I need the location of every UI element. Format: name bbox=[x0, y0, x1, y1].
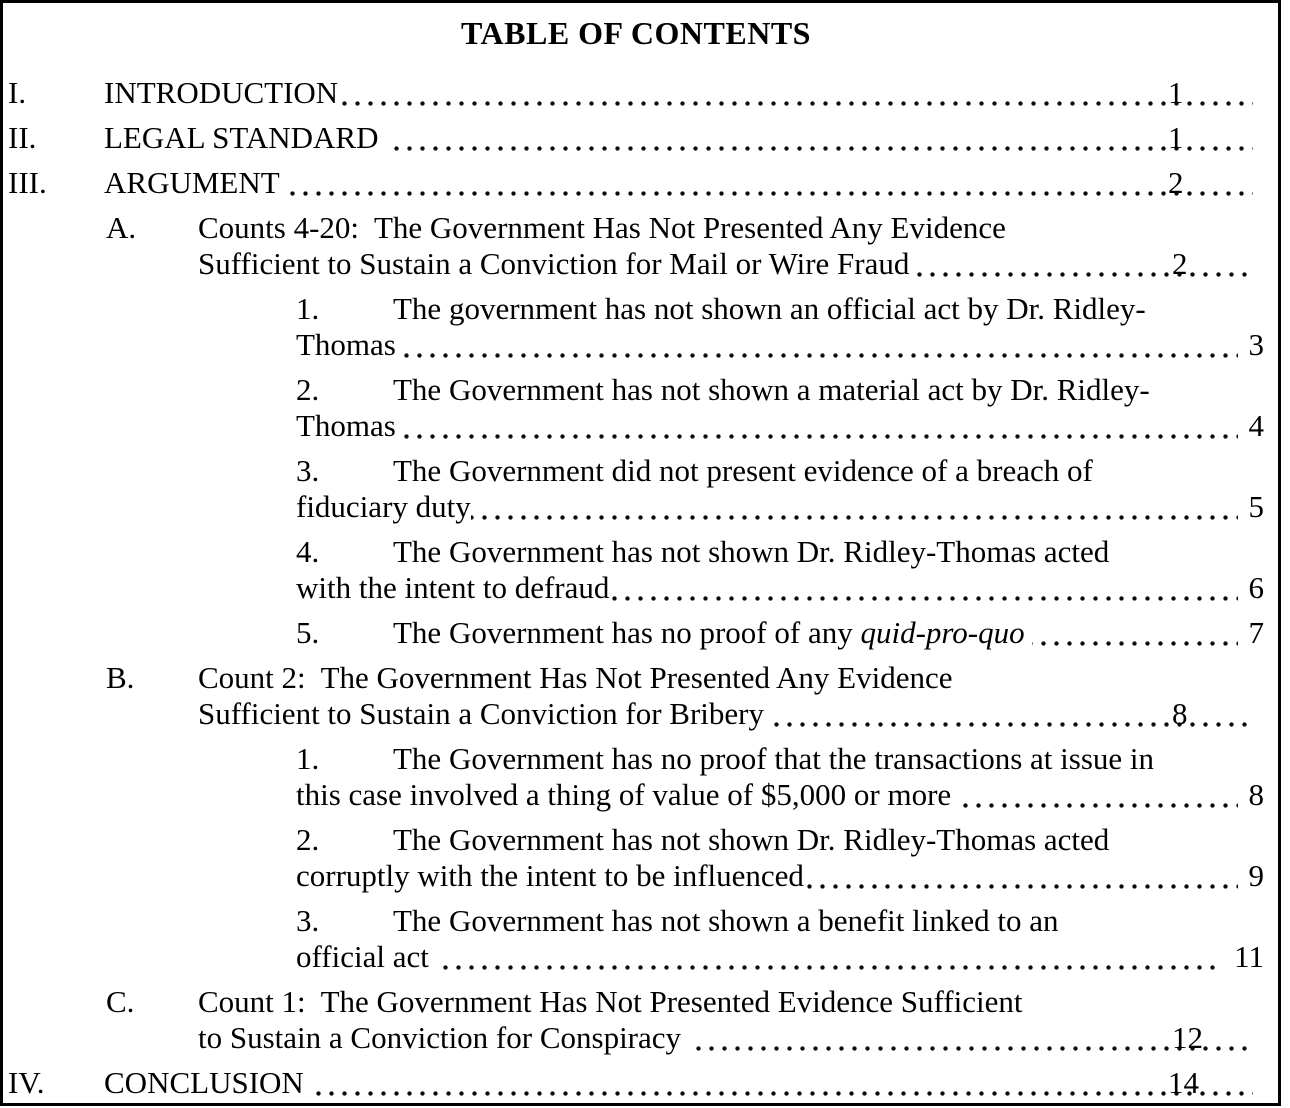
toc-entry-marker: A. bbox=[106, 210, 198, 246]
toc-entry-text bbox=[104, 120, 386, 155]
toc-entry-text-segment: Thomas bbox=[296, 408, 396, 443]
toc-entry-text bbox=[198, 984, 1022, 1055]
toc-entry-text bbox=[296, 372, 1150, 443]
toc-entry-text-segment: this case involved a thing of value of $5,000 or more bbox=[296, 777, 959, 812]
toc-entry-text bbox=[296, 453, 1093, 524]
toc-entry-page-number: 11 bbox=[1223, 939, 1264, 975]
toc-entry-marker: 1. bbox=[296, 291, 393, 327]
toc-entry-text bbox=[296, 291, 1146, 362]
toc-entry-text-segment: The Government has not shown a material act by Dr. Ridley- bbox=[393, 372, 1150, 407]
toc-entry-text-segment: to Sustain a Conviction for Conspiracy bbox=[198, 1020, 689, 1055]
toc-entry bbox=[296, 291, 1264, 363]
toc-entry bbox=[296, 903, 1264, 975]
toc-entry-text-segment: LEGAL STANDARD bbox=[104, 120, 387, 155]
toc-entry-text-segment: Sufficient to Sustain a Conviction for Mail or Wire Fraud bbox=[198, 246, 918, 281]
toc-entry bbox=[296, 453, 1264, 525]
toc-entry-page-number: 7 bbox=[1238, 615, 1265, 651]
toc-entry-text bbox=[198, 660, 952, 731]
toc-entry-text-segment: with the intent to defraud bbox=[296, 570, 610, 605]
toc-entry-page-number: 12 bbox=[1253, 1020, 1264, 1056]
toc-entry-page-number: 1 bbox=[1253, 75, 1264, 111]
toc-entry-marker: C. bbox=[106, 984, 198, 1020]
toc-entry-text-segment bbox=[1025, 615, 1033, 650]
toc-entry bbox=[296, 372, 1264, 444]
toc-entry-page-number: 3 bbox=[1238, 327, 1265, 363]
page-title: TABLE OF CONTENTS bbox=[461, 15, 811, 51]
toc-entry-text bbox=[296, 534, 1109, 605]
toc-entry-marker: IV. bbox=[8, 1065, 104, 1101]
toc-entry-text-segment: The Government has no proof that the transactions at issue in bbox=[393, 741, 1155, 776]
toc-entry-page-number: 14 bbox=[1253, 1065, 1264, 1101]
toc-entry bbox=[106, 660, 1264, 732]
toc-entry-text-segment: Counts 4-20: The Government Has Not Presented Any Evidence bbox=[198, 210, 1006, 245]
toc-entry-text-segment: The government has not shown an official act by Dr. Ridley- bbox=[393, 291, 1146, 326]
toc-entry-text bbox=[393, 615, 1032, 650]
toc-entry-text bbox=[296, 741, 1154, 812]
toc-entry-page-number: 6 bbox=[1238, 570, 1265, 606]
toc-entry-marker: 2. bbox=[296, 372, 393, 408]
toc-entry-text-segment: The Government has not shown Dr. Ridley-Thomas acted bbox=[393, 534, 1110, 569]
toc-entry-text-segment: fiduciary duty bbox=[296, 489, 471, 524]
toc-entry-page-number: 5 bbox=[1238, 489, 1265, 525]
toc-entry bbox=[296, 741, 1264, 813]
toc-entry-text-segment: official act bbox=[296, 939, 437, 974]
toc-entry bbox=[106, 210, 1264, 282]
toc-entry-text-segment: Sufficient to Sustain a Conviction for Bribery bbox=[198, 696, 772, 731]
toc-entry-text bbox=[198, 210, 1006, 281]
toc-entry-marker: III. bbox=[8, 165, 104, 201]
toc-entry bbox=[8, 120, 1264, 156]
toc-entry-marker: II. bbox=[8, 120, 104, 156]
toc-entry-page-number: 8 bbox=[1238, 777, 1265, 813]
toc-entry-text-segment: ARGUMENT bbox=[104, 165, 288, 200]
toc-entry-marker: B. bbox=[106, 660, 198, 696]
toc-entry-text bbox=[296, 822, 1109, 893]
toc-entry bbox=[296, 822, 1264, 894]
toc-entry bbox=[296, 615, 1264, 651]
toc-entry-marker: 1. bbox=[296, 741, 393, 777]
toc-entry-page-number: 2 bbox=[1253, 246, 1264, 282]
toc-entry-marker: 2. bbox=[296, 822, 393, 858]
toc-entry-text-segment: The Government has not shown Dr. Ridley-Thomas acted bbox=[393, 822, 1110, 857]
toc-entry-text bbox=[104, 1065, 312, 1100]
toc-entry-text-segment: INTRODUCTION bbox=[104, 75, 339, 110]
toc-entry-text-italic: quid-pro-quo bbox=[860, 615, 1025, 650]
toc-entry-page-number: 2 bbox=[1253, 165, 1264, 201]
toc-entry bbox=[8, 165, 1264, 201]
toc-entry-text-segment: The Government did not present evidence of a breach of bbox=[393, 453, 1093, 488]
toc-entry bbox=[106, 984, 1264, 1056]
toc-entry-page-number: 4 bbox=[1238, 408, 1265, 444]
toc-entry-text-segment: CONCLUSION bbox=[104, 1065, 312, 1100]
toc-entry-marker: 5. bbox=[296, 615, 393, 651]
toc-entry-marker: 3. bbox=[296, 903, 393, 939]
toc-entry-text bbox=[296, 903, 1058, 974]
toc-entry-text-segment: Count 1: The Government Has Not Presented Evidence Sufficient bbox=[198, 984, 1023, 1019]
toc-entry bbox=[296, 534, 1264, 606]
toc-entry-text bbox=[104, 75, 338, 110]
toc-entries bbox=[8, 75, 1264, 1101]
toc-entry bbox=[8, 75, 1264, 111]
toc-entry-text-segment: Thomas bbox=[296, 327, 396, 362]
toc-entry-page-number: 1 bbox=[1253, 120, 1264, 156]
toc-entry-text-segment: corruptly with the intent to be influenced bbox=[296, 858, 804, 893]
toc-entry-page-number: 8 bbox=[1253, 696, 1264, 732]
toc-entry-marker: 3. bbox=[296, 453, 393, 489]
toc-entry-page-number: 9 bbox=[1238, 858, 1265, 894]
toc-entry-text-segment: The Government has not shown a benefit linked to an bbox=[393, 903, 1059, 938]
toc-entry bbox=[8, 1065, 1264, 1101]
toc-entry-text bbox=[104, 165, 287, 200]
toc-entry-text-segment: The Government has no proof of any bbox=[393, 615, 861, 650]
toc-entry-marker: I. bbox=[8, 75, 104, 111]
toc-entry-marker: 4. bbox=[296, 534, 393, 570]
toc-entry-text-segment: Count 2: The Government Has Not Presented Any Evidence bbox=[198, 660, 953, 695]
